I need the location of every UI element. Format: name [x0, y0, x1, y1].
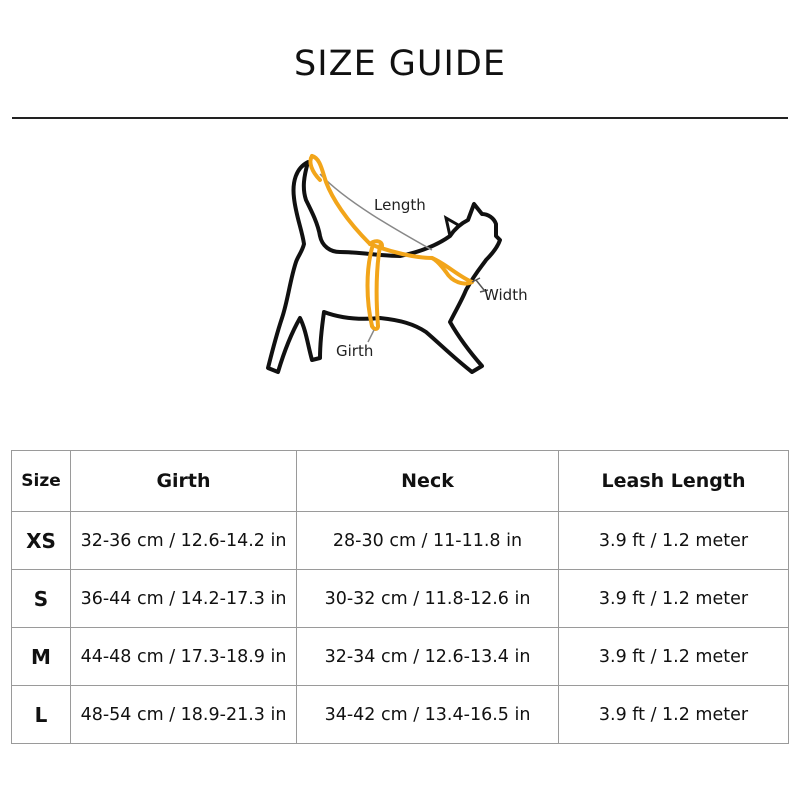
leash-cell: 3.9 ft / 1.2 meter	[559, 628, 789, 686]
size-cell: S	[12, 570, 71, 628]
cat-outline-icon	[268, 162, 500, 372]
leash-cell: 3.9 ft / 1.2 meter	[559, 570, 789, 628]
title-divider	[12, 117, 788, 119]
girth-label: Girth	[336, 342, 374, 360]
size-cell: M	[12, 628, 71, 686]
harness-icon	[310, 156, 472, 329]
size-table	[11, 450, 789, 744]
table-header-row	[12, 451, 789, 512]
table-row	[12, 570, 789, 628]
girth-cell: 32-36 cm / 12.6-14.2 in	[71, 512, 297, 570]
header-leash-length: Leash Length	[559, 451, 789, 512]
girth-cell: 36-44 cm / 14.2-17.3 in	[71, 570, 297, 628]
size-cell: XS	[12, 512, 71, 570]
header-girth: Girth	[71, 451, 297, 512]
header-size: Size	[12, 451, 71, 512]
table-row	[12, 628, 789, 686]
size-cell: L	[12, 686, 71, 744]
table-row	[12, 686, 789, 744]
cat-illustration	[250, 140, 550, 400]
neck-cell: 34-42 cm / 13.4-16.5 in	[297, 686, 559, 744]
neck-cell: 28-30 cm / 11-11.8 in	[297, 512, 559, 570]
neck-cell: 32-34 cm / 12.6-13.4 in	[297, 628, 559, 686]
table-row	[12, 512, 789, 570]
header-neck: Neck	[297, 451, 559, 512]
leash-cell: 3.9 ft / 1.2 meter	[559, 686, 789, 744]
girth-cell: 48-54 cm / 18.9-21.3 in	[71, 686, 297, 744]
leash-cell: 3.9 ft / 1.2 meter	[559, 512, 789, 570]
girth-pointer	[368, 330, 374, 342]
cat-measurement-diagram	[250, 140, 550, 400]
page-title: SIZE GUIDE	[294, 44, 506, 84]
girth-cell: 44-48 cm / 17.3-18.9 in	[71, 628, 297, 686]
neck-cell: 30-32 cm / 11.8-12.6 in	[297, 570, 559, 628]
length-label: Length	[374, 196, 426, 214]
width-label: Width	[484, 286, 528, 304]
